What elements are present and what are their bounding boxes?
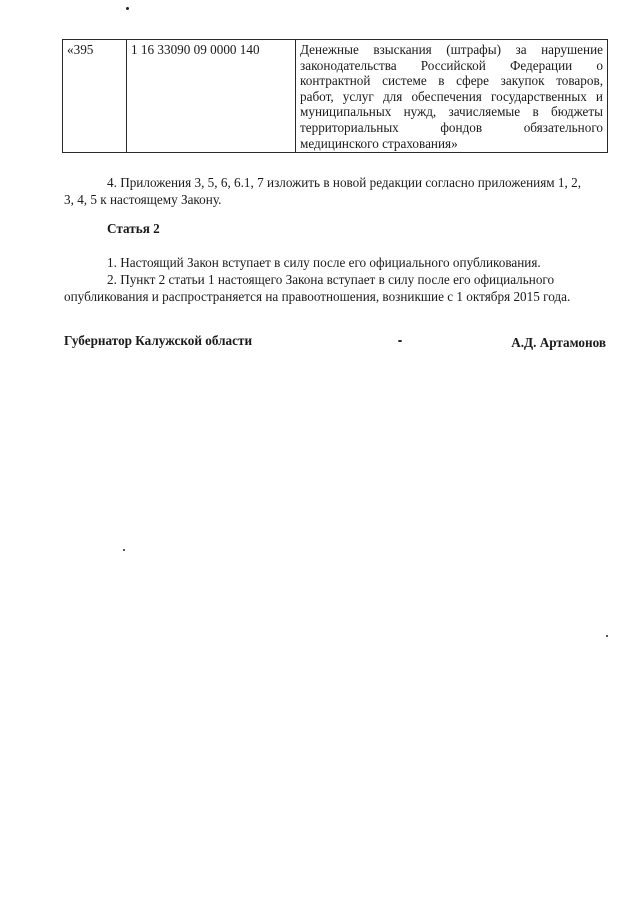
signature-name: А.Д. Артамонов <box>511 335 606 350</box>
article-2-point-1: 1. Настоящий Закон вступает в силу после его официального опубликования. <box>107 255 541 270</box>
table-row <box>63 40 608 153</box>
description-line: законодательства Российской Федерации о <box>300 57 603 73</box>
article-2-point-2 <box>64 271 610 305</box>
description-line: контрактной системе в сфере закупок товаров, <box>300 73 603 89</box>
signature-title: Губернатор Калужской области <box>64 333 253 348</box>
item-4-line-1: 4. Приложения 3, 5, 6, 6.1, 7 изложить в новой редакции согласно приложениям 1, 2, <box>107 175 582 190</box>
description-line: Денежные взыскания (штрафы) за нарушение <box>300 42 603 57</box>
table-cell-kbk-code: 1 16 33090 09 0000 140 <box>127 40 296 153</box>
table-cell-description <box>296 40 608 153</box>
item-4-paragraph <box>64 174 610 208</box>
scan-speck <box>398 340 402 342</box>
budget-codes-table <box>62 39 608 153</box>
article-2-point-2-line-1: 2. Пункт 2 статьи 1 настоящего Закона вступает в силу после его официального <box>107 272 555 287</box>
description-line: работ, услуг для обеспечения государственных и <box>300 88 603 104</box>
scan-speck <box>606 635 608 637</box>
scan-speck <box>126 7 129 10</box>
description-line: медицинского страхования» <box>300 135 458 151</box>
scan-speck <box>123 549 125 551</box>
description-line: территориальных фондов обязательного <box>300 119 603 135</box>
item-4-line-2: 3, 4, 5 к настоящему Закону. <box>64 192 222 207</box>
article-2-heading: Статья 2 <box>107 221 160 236</box>
table-cell-admin-code: «395 <box>63 40 127 153</box>
description-line: муниципальных нужд, зачисляемые в бюджеты <box>300 104 603 120</box>
article-2-point-2-line-2: опубликования и распространяется на правоотношения, возникшие с 1 октября 2015 года. <box>64 289 571 304</box>
